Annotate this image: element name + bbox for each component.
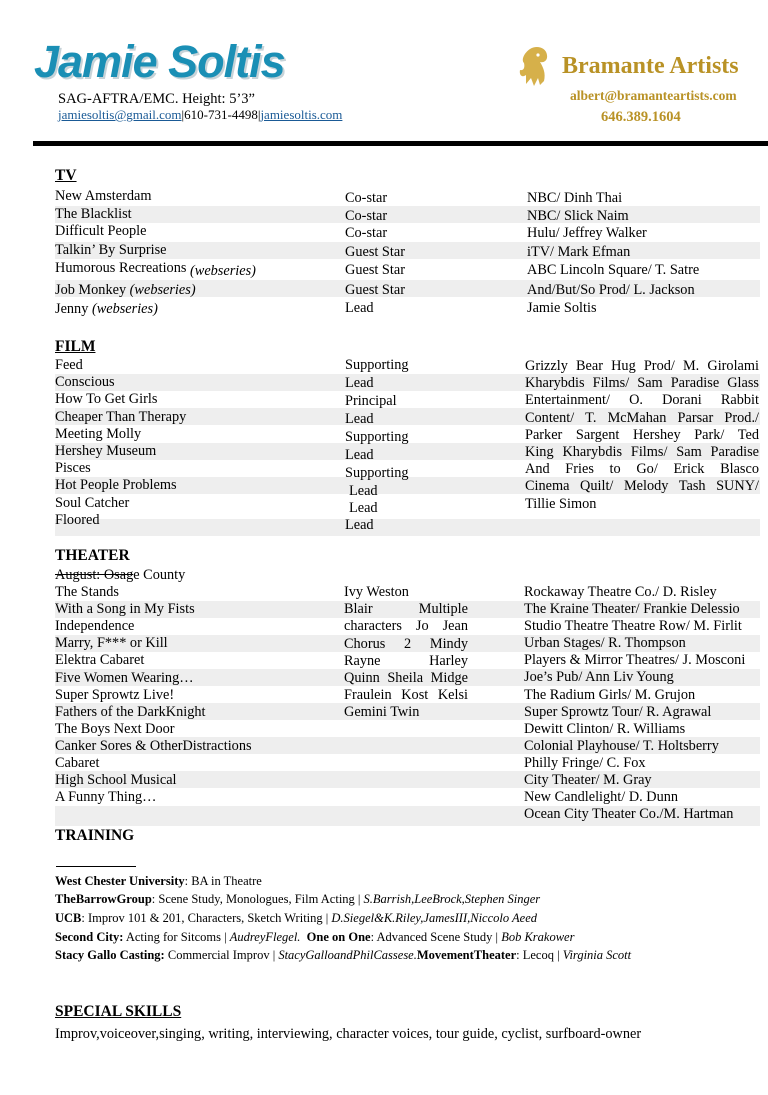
theater-title: Super Sprowtz Live! [55, 686, 175, 703]
film-role: Principal [345, 393, 397, 409]
union-height: SAG-AFTRA/EMC. Height: 5’3” [58, 91, 255, 107]
film-credits [525, 358, 759, 513]
training-heading: TRAINING [55, 827, 135, 844]
theater-credit: Joe’s Pub/ Ann Liv Young [524, 669, 674, 686]
phone: 610-731-4498 [184, 107, 258, 122]
theater-credit: New Candlelight/ D. Dunn [524, 789, 679, 806]
film-credit: Grizzly Bear Hug Prod/ M. Girolami [525, 358, 759, 374]
theater-title: With a Song in My Fists [55, 601, 195, 618]
theater-credit: Dewitt Clinton/ R. Williams [524, 720, 686, 737]
theater-credit: Players & Mirror Theatres/ J. Mosconi [524, 652, 746, 669]
film-credit: Content/ T. McMahan Parsar Prod./ [525, 409, 759, 426]
film-heading: FILM [55, 338, 96, 355]
film-title: Soul Catcher [55, 494, 130, 511]
theater-title: High School Musical [55, 772, 177, 789]
theater-credit: Ocean City Theater Co./M. Hartman [524, 806, 734, 823]
website-link[interactable]: jamiesoltis.com [260, 107, 343, 122]
film-role: Supporting [345, 357, 409, 373]
film-role: Supporting [345, 429, 409, 445]
film-credit: Cinema Quilt/ Melody Tash SUNY/ [525, 478, 759, 495]
training-line: Stacy Gallo Casting: Commercial Improv | StacyGalloandPhilCassese.MovementTheater: Lecoq | Virginia Scott [55, 948, 632, 962]
film-credit: King Kharybdis Films/ Sam Paradise [525, 443, 759, 460]
tv-row: Jenny (webseries) Lead Jamie Soltis [55, 300, 597, 317]
tv-row: Humorous Recreations (webseries) Guest Star ABC Lincoln Square/ T. Satre [55, 260, 700, 279]
theater-credit: Studio Theatre Theatre Row/ M. Firlit [524, 618, 742, 635]
theater-title: Marry, F*** or Kill [55, 635, 168, 652]
theater-title: The Stands [55, 584, 119, 601]
film-title: Meeting Molly [55, 425, 142, 442]
film-title: Floored [55, 511, 100, 528]
theater-credit: Urban Stages/ R. Thompson [524, 635, 686, 652]
training-line: TheBarrowGroup: Scene Study, Monologues, Film Acting | S.Barrish,LeeBrock,Stephen Singer [55, 892, 541, 906]
film-title: Cheaper Than Therapy [55, 408, 187, 425]
theater-credit: The Radium Girls/ M. Grujon [524, 686, 696, 703]
agency-name: Bramante Artists [562, 53, 739, 79]
film-credit: And Fries to Go/ Erick Blasco [525, 461, 759, 478]
theater-credit: Philly Fringe/ C. Fox [524, 754, 646, 771]
theater-role: Rayne Harley [344, 652, 468, 669]
film-role: Lead [345, 375, 374, 391]
actor-name: Jamie Soltis [34, 36, 285, 87]
theater-title: The Boys Next Door [55, 720, 175, 737]
film-credit: Tillie Simon [525, 495, 597, 512]
training-line: Second City: Acting for Sitcoms | AudreyFlegel. One on One: Advanced Scene Study | Bob Krakower [55, 930, 575, 944]
film-role: Lead [349, 483, 378, 499]
film-role: Lead [345, 517, 374, 533]
film-credit: Parker Sargent Hershey Park/ Ted [525, 426, 759, 443]
theater-role: Ivy Weston [344, 584, 409, 600]
tv-row: The Blacklist Co-star NBC/ Slick Naim [55, 206, 760, 223]
skills-text: Improv,voiceover,singing, writing, interviewing, character voices, tour guide, cyclist, surfboard-owner [55, 1026, 642, 1042]
film-title: Conscious [55, 374, 115, 391]
theater-role: Blair Multiple [344, 601, 468, 618]
contact-line: jamiesoltis@gmail.com|610-731-4498|jamiesoltis.com [58, 107, 343, 122]
theater-title: A Funny Thing… [55, 789, 157, 806]
training-underline [56, 866, 136, 867]
film-title: Hershey Museum [55, 443, 157, 460]
training-line: UCB: Improv 101 & 201, Characters, Sketch Writing | D.Siegel&K.Riley,JamesIII,Niccolo Aeed [55, 911, 538, 925]
tv-row: Talkin’ By Surprise Guest Star iTV/ Mark Efman [55, 242, 760, 259]
theater-credit: Super Sprowtz Tour/ R. Agrawal [524, 703, 712, 720]
theater-titles [55, 567, 252, 806]
film-title: Feed [55, 357, 83, 373]
theater-credits [524, 584, 745, 823]
theater-title: Cabaret [55, 755, 100, 772]
film-titles [55, 357, 186, 529]
theater-title: Canker Sores & OtherDistractions [55, 737, 252, 754]
tv-row: Difficult People Co-star Hulu/ Jeffrey Walker [55, 223, 647, 241]
skills-heading: SPECIAL SKILLS [55, 1003, 182, 1020]
theater-credit: City Theater/ M. Gray [524, 772, 652, 789]
header-divider [33, 141, 768, 146]
agency-phone: 646.389.1604 [601, 109, 681, 125]
film-title: Hot People Problems [55, 477, 177, 494]
film-title: Pisces [55, 460, 91, 477]
theater-title: Independence [55, 618, 135, 635]
film-role: Lead [345, 411, 374, 427]
film-role: Lead [349, 500, 378, 516]
film-role: Lead [345, 447, 374, 463]
theater-credit: Colonial Playhouse/ T. Holtsberry [524, 737, 719, 754]
film-credit: Kharybdis Films/ Sam Paradise Glass [525, 375, 759, 392]
theater-title: August: Osage County [55, 567, 186, 583]
agency-email[interactable]: albert@bramanteartists.com [570, 88, 737, 103]
training-line: West Chester University: BA in Theatre [55, 874, 262, 888]
theater-credit: Rockaway Theatre Co./ D. Risley [524, 584, 717, 600]
film-credit: Entertainment/ O. Dorani Rabbit [525, 392, 759, 409]
tv-row: New Amsterdam Co-star NBC/ Dinh Thai [55, 188, 623, 206]
tv-heading: TV [55, 167, 77, 184]
theater-heading: THEATER [55, 547, 130, 564]
tv-row: Job Monkey (webseries) Guest Star And/But/So Prod/ L. Jackson [55, 280, 760, 297]
theater-title: Elektra Cabaret [55, 652, 145, 669]
theater-title: Five Women Wearing… [55, 669, 194, 686]
theater-role: Chorus 2 Mindy [344, 635, 468, 652]
theater-role: Gemini Twin [344, 704, 420, 721]
theater-role: characters Jo Jean [344, 618, 468, 635]
theater-role: Quinn Sheila Midge [344, 669, 468, 686]
theater-credit: The Kraine Theater/ Frankie Delessio [524, 601, 740, 618]
theater-title: Fathers of the DarkKnight [55, 703, 206, 720]
film-role: Supporting [345, 465, 409, 481]
theater-roles [344, 584, 468, 722]
email-link[interactable]: jamiesoltis@gmail.com [58, 107, 182, 122]
film-title: How To Get Girls [55, 391, 158, 408]
theater-role: Fraulein Kost Kelsi [344, 687, 468, 704]
lion-icon [516, 45, 552, 89]
